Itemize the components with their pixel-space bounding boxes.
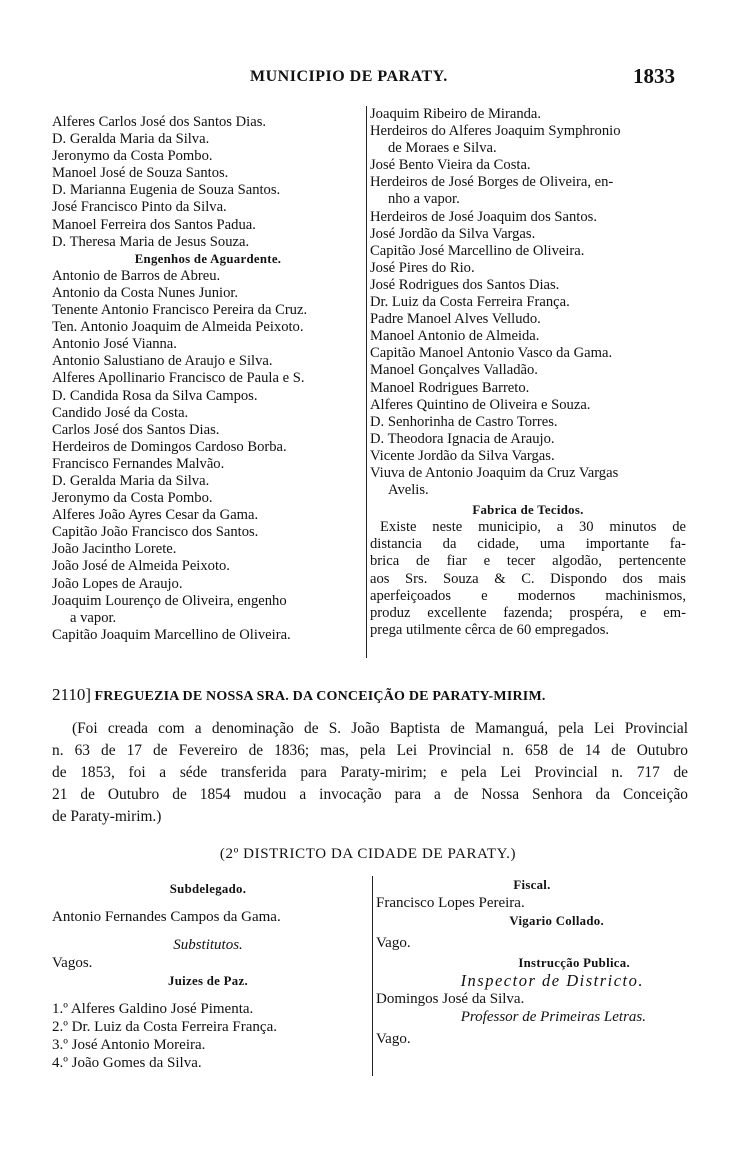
list-item: Padre Manoel Alves Velludo. <box>370 311 541 328</box>
list-item: Manoel José de Souza Santos. <box>52 165 229 182</box>
list-item: João Jacintho Lorete. <box>52 541 177 558</box>
list-item: nho a vapor. <box>388 191 460 208</box>
list-item: Antonio José Vianna. <box>52 336 177 353</box>
list-item: 2.º Dr. Luiz da Costa Ferreira França. <box>52 1019 277 1035</box>
list-item: Candido José da Costa. <box>52 404 189 421</box>
list-item: D. Geralda Maria da Silva. <box>52 131 210 148</box>
note-line: de Paraty-mirim.) <box>52 808 162 825</box>
fiscal-heading: Fiscal. <box>513 878 551 892</box>
list-item: José Bento Vieira da Costa. <box>370 157 531 174</box>
list-item: Vicente Jordão da Silva Vargas. <box>370 447 555 464</box>
list-item: José Rodrigues dos Santos Dias. <box>370 276 560 293</box>
list-item: 4.º João Gomes da Silva. <box>52 1055 202 1071</box>
list-item: Herdeiros de José Joaquim dos Santos. <box>370 208 597 225</box>
juizes-heading: Juizes de Paz. <box>168 974 248 988</box>
list-item: Alferes Carlos José dos Santos Dias. <box>52 114 267 130</box>
fabrica-text-line: aos Srs. Souza & C. Dispondo dos mais <box>370 570 686 587</box>
list-item: 1.º Alferes Galdino José Pimenta. <box>52 1001 254 1017</box>
list-item: Herdeiros do Alferes Joaquim Symphronio <box>370 123 621 140</box>
foundation-note <box>52 718 688 828</box>
list-item: Jeronymo da Costa Pombo. <box>52 148 213 165</box>
list-item: Antonio da Costa Nunes Junior. <box>52 284 239 301</box>
list-item: Manoel Gonçalves Valladão. <box>370 362 538 379</box>
list-item: Antonio Salustiano de Araujo e Silva. <box>52 353 273 370</box>
professor-value: Vago. <box>376 1031 411 1047</box>
substitutos-value: Vagos. <box>52 955 93 971</box>
list-item: 3.º José Antonio Moreira. <box>52 1037 206 1053</box>
officials-left <box>52 880 364 1072</box>
subdelegado-name: Antonio Fernandes Campos da Gama. <box>52 909 281 925</box>
fabrica-text-line: produz excellente fazenda; prospéra, e em- <box>370 604 686 621</box>
list-item: Francisco Fernandes Malvão. <box>52 455 225 472</box>
list-item: José Francisco Pinto da Silva. <box>52 199 227 216</box>
list-item: Manoel Ferreira dos Santos Padua. <box>52 216 256 233</box>
list-item: Joaquim Lourenço de Oliveira, engenho <box>52 592 287 609</box>
list-item: João Lopes de Araujo. <box>52 575 183 592</box>
list-item: Joaquim Ribeiro de Miranda. <box>370 106 542 122</box>
list-item: Manoel Antonio de Almeida. <box>370 328 540 345</box>
list-item: Antonio de Barros de Abreu. <box>52 267 221 284</box>
list-item: Alferes João Ayres Cesar da Gama. <box>52 507 259 524</box>
column-divider <box>372 876 373 1076</box>
list-item: Carlos José dos Santos Dias. <box>52 421 220 438</box>
list-item: Avelis. <box>388 482 429 499</box>
list-item: Ten. Antonio Joaquim de Almeida Peixoto. <box>52 319 304 336</box>
list-item: Dr. Luiz da Costa Ferreira França. <box>370 294 570 311</box>
list-item: D. Marianna Eugenia de Souza Santos. <box>52 182 281 199</box>
list-item: de Moraes e Silva. <box>388 140 497 157</box>
list-item: Herdeiros de Domingos Cardoso Borba. <box>52 438 287 455</box>
list-item: Capitão João Francisco dos Santos. <box>52 524 259 541</box>
section-heading <box>52 685 692 705</box>
list-item: D. Candida Rosa da Silva Campos. <box>52 387 258 404</box>
list-item: Capitão José Marcellino de Oliveira. <box>370 242 585 259</box>
fabrica-text-line: prega utilmente cêrca de 60 empregados. <box>370 621 610 638</box>
inspector-heading: Inspector de Districto. <box>460 971 644 990</box>
list-item: José Pires do Rio. <box>370 259 475 276</box>
list-item: Herdeiros de José Borges de Oliveira, en- <box>370 174 614 191</box>
list-item: Capitão Joaquim Marcellino de Oliveira. <box>52 626 291 643</box>
list-item: D. Geralda Maria da Silva. <box>52 472 210 489</box>
running-header-title: MUNICIPIO DE PARATY. <box>250 68 448 85</box>
inspector-name: Domingos José da Silva. <box>376 991 525 1007</box>
note-line: de 1853, foi a séde transferida para Paraty-mirim; e pela Lei Provincial n. 717 de <box>52 764 688 781</box>
section-title: FREGUEZIA DE NOSSA SRA. DA CONCEIÇÃO DE PARATY-MIRIM. <box>94 689 546 704</box>
note-line: n. 63 de 17 de Fevereiro de 1836; mas, pela Lei Provincial n. 658 de 14 de Outubro <box>52 742 688 759</box>
right-column <box>370 106 686 639</box>
engenhos-heading: Engenhos de Aguardente. <box>134 251 282 266</box>
district-caption: (2º DISTRICTO DA CIDADE DE PARATY.) <box>219 846 517 862</box>
fiscal-name: Francisco Lopes Pereira. <box>376 895 525 911</box>
page-number: 1833 <box>633 64 675 88</box>
section-bracket: ] <box>85 685 92 704</box>
list-item: D. Theresa Maria de Jesus Souza. <box>52 233 250 250</box>
section-number: 2110 <box>52 685 86 704</box>
note-line: 21 de Outubro de 1854 mudou a invocação para a de Nossa Senhora da Conceição <box>52 786 688 803</box>
list-item: Manoel Rodrigues Barreto. <box>370 379 530 396</box>
list-item: D. Senhorinha de Castro Torres. <box>370 413 558 430</box>
fabrica-text-line: Existe neste municipio, a 30 minutos de <box>380 519 686 536</box>
note-line: (Foi creada com a denominação de S. João Baptista de Mamanguá, pela Lei Provincial <box>72 720 688 737</box>
officials-right <box>376 876 688 1048</box>
professor-heading: Professor de Primeiras Letras. <box>460 1009 646 1025</box>
left-column <box>52 114 364 644</box>
list-item: Alferes Quintino de Oliveira e Souza. <box>370 396 591 413</box>
substitutos-heading: Substitutos. <box>173 937 243 953</box>
list-item: Alferes Apollinario Francisco de Paula e S. <box>52 370 305 387</box>
list-item: Viuva de Antonio Joaquim da Cruz Vargas <box>370 464 619 481</box>
column-divider <box>366 106 367 658</box>
list-item: Capitão Manoel Antonio Vasco da Gama. <box>370 345 613 362</box>
fabrica-text-line: brica de fiar e tecer algodão, pertencente <box>370 553 686 570</box>
fabrica-heading: Fabrica de Tecidos. <box>472 503 584 518</box>
vigario-value: Vago. <box>376 935 411 951</box>
list-item: José Jordão da Silva Vargas. <box>370 225 536 242</box>
vigario-heading: Vigario Collado. <box>509 914 604 928</box>
instrucao-heading: Instrucção Publica. <box>518 956 630 970</box>
list-item: João José de Almeida Peixoto. <box>52 558 230 575</box>
list-item: a vapor. <box>70 609 117 626</box>
list-item: Tenente Antonio Francisco Pereira da Cruz. <box>52 302 308 319</box>
list-item: D. Theodora Ignacia de Araujo. <box>370 430 555 447</box>
subdelegado-heading: Subdelegado. <box>169 882 247 896</box>
fabrica-text-line: distancia da cidade, uma importante fa- <box>370 536 686 553</box>
fabrica-text-line: aperfeiçoados e modernos machinismos, <box>370 587 686 604</box>
list-item: Jeronymo da Costa Pombo. <box>52 490 213 507</box>
